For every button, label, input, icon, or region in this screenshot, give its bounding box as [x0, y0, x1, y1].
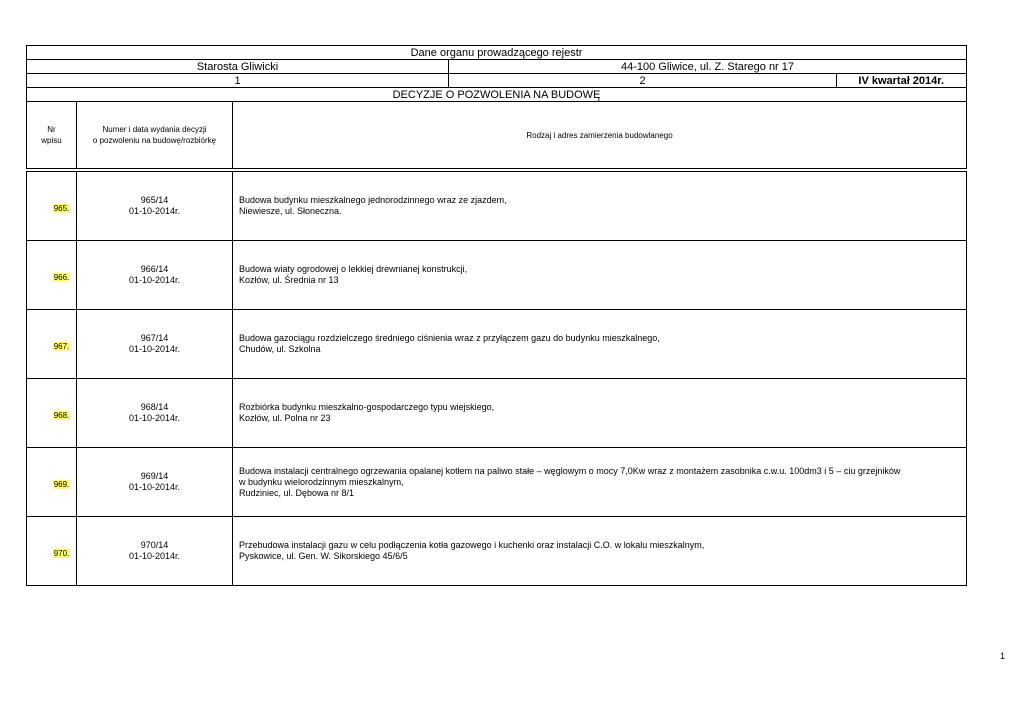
- register-title: Dane organu prowadzącego rejestr: [27, 46, 967, 60]
- project-description: [233, 310, 967, 379]
- description-line: Budowa instalacji centralnego ogrzewania opalanej kotłem na paliwo stałe – węglowym o mocy 7,0Kw wraz z montażem zasobnika c.w.u. 100dm3 i 5 – ciu grzejników: [239, 465, 901, 476]
- description-line: Chudów, ul. Szkolna: [239, 344, 321, 354]
- description-line: Przebudowa instalacji gazu w celu podłączenia kotła gazowego i kuchenki oraz instalacji C.O. w lokalu mieszkalnym,: [239, 540, 705, 550]
- decision-number: 966/14: [140, 264, 169, 274]
- table-row: [27, 241, 967, 310]
- table-row: [27, 517, 967, 586]
- table-row: [27, 379, 967, 448]
- decision-number: 967/14: [140, 333, 169, 343]
- table-row: [27, 172, 967, 241]
- description-line: Budowa budynku mieszkalnego jednorodzinnego wraz ze zjazdem,: [239, 195, 507, 205]
- quarter-label: IV kwartał 2014r.: [837, 74, 967, 88]
- register-sheet: [26, 45, 966, 586]
- decision-date: 01-10-2014r.: [128, 344, 181, 354]
- decision-cell: [77, 517, 233, 586]
- decision-cell: [77, 172, 233, 241]
- description-line: Kozłów, ul. Polna nr 23: [239, 413, 331, 423]
- project-description: [233, 241, 967, 310]
- project-description: [233, 172, 967, 241]
- project-description: [233, 448, 967, 517]
- column-header-nr-line2: wpisu: [41, 136, 62, 145]
- description-line: Rudziniec, ul. Dębowa nr 8/1: [239, 487, 355, 498]
- description-line: w budynku wielorodzinnym mieszkalnym,: [239, 476, 404, 487]
- entry-number-cell: [27, 517, 77, 586]
- entry-number-cell: [27, 241, 77, 310]
- column-header-decision: [77, 102, 233, 169]
- description-line: Kozłów, ul. Średnia nr 13: [239, 275, 339, 285]
- decision-cell: [77, 379, 233, 448]
- decision-number: 969/14: [140, 471, 169, 481]
- project-description: [233, 379, 967, 448]
- decision-date: 01-10-2014r.: [128, 482, 181, 492]
- decision-date: 01-10-2014r.: [128, 551, 181, 561]
- decision-number: 970/14: [140, 540, 169, 550]
- decision-cell: [77, 241, 233, 310]
- register-rows: [27, 172, 967, 586]
- description-line: Pyskowice, ul. Gen. W. Sikorskiego 45/6/5: [239, 551, 408, 561]
- column-header-decision-line1: Numer i data wydania decyzji: [102, 125, 207, 134]
- column-number-1: 1: [27, 74, 449, 88]
- decision-date: 01-10-2014r.: [128, 206, 181, 216]
- entry-number-cell: [27, 172, 77, 241]
- description-line: Budowa wiaty ogrodowej o lekkiej drewnianej konstrukcji,: [239, 264, 468, 274]
- organ-address: 44-100 Gliwice, ul. Z. Starego nr 17: [449, 60, 967, 74]
- decision-cell: [77, 310, 233, 379]
- description-line: Rozbiórka budynku mieszkalno-gospodarczego typu wiejskiego,: [239, 402, 495, 412]
- entry-number: 969.: [53, 480, 70, 489]
- column-header-kind: Rodzaj i adres zamierzenia budowlanego: [233, 102, 967, 169]
- decision-number: 968/14: [140, 402, 169, 412]
- column-number-2: 2: [449, 74, 837, 88]
- description-line: Budowa gazociągu rozdzielczego średniego ciśnienia wraz z przyłączem gazu do budynku mieszkalnego,: [239, 333, 660, 343]
- column-header-nr-line1: Nr: [47, 125, 56, 134]
- description-line: Niewiesze, ul. Słoneczna.: [239, 206, 342, 216]
- decision-number: 965/14: [140, 195, 169, 205]
- entry-number-cell: [27, 379, 77, 448]
- register-table: [26, 45, 967, 586]
- entry-number: 966.: [53, 273, 70, 282]
- entry-number-cell: [27, 448, 77, 517]
- decision-date: 01-10-2014r.: [128, 275, 181, 285]
- organ-name: Starosta Gliwicki: [27, 60, 449, 74]
- decision-cell: [77, 448, 233, 517]
- table-row: [27, 448, 967, 517]
- section-title: DECYZJE O POZWOLENIA NA BUDOWĘ: [27, 88, 967, 102]
- entry-number: 965.: [53, 204, 70, 213]
- project-description: [233, 517, 967, 586]
- entry-number: 967.: [53, 342, 70, 351]
- column-header-nr: [27, 102, 77, 169]
- table-row: [27, 310, 967, 379]
- entry-number-cell: [27, 310, 77, 379]
- decision-date: 01-10-2014r.: [128, 413, 181, 423]
- entry-number: 968.: [53, 411, 70, 420]
- entry-number: 970.: [53, 549, 70, 558]
- column-header-decision-line2: o pozwoleniu na budowę/rozbiórkę: [92, 136, 217, 145]
- page-number: 1: [1000, 651, 1006, 661]
